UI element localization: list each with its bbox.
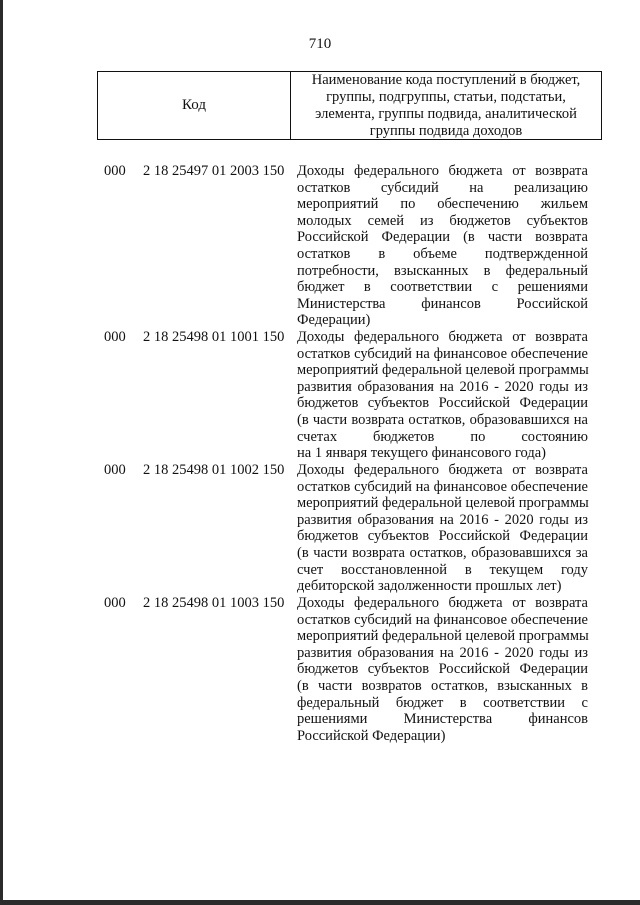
description-line: бюджет в соответствии с решениями <box>297 279 588 296</box>
description-line: (в части возврата остатков, образовавшихся на <box>297 411 588 428</box>
revenue-description <box>297 595 588 744</box>
description-line: Министерства финансов Российской <box>297 295 588 312</box>
description-line: (в части возвратов остатков, взысканных в <box>297 677 588 694</box>
description-line: на 1 января текущего финансового года) <box>297 445 546 462</box>
description-line: мероприятий федеральной целевой программы <box>297 628 589 645</box>
revenue-code: 2 18 25498 01 1001 150 <box>143 329 285 345</box>
description-line: мероприятий федеральной целевой программы <box>297 495 589 512</box>
description-line: развития образования на 2016 - 2020 годы из <box>297 511 588 528</box>
revenue-code: 2 18 25498 01 1002 150 <box>143 462 285 478</box>
description-line: остатков субсидий на реализацию <box>297 179 588 196</box>
description-line: молодых семей из бюджетов субъектов <box>297 212 588 229</box>
description-line: решениями Министерства финансов <box>297 711 588 728</box>
description-line: бюджетов субъектов Российской Федерации <box>297 395 588 412</box>
page-left-edge <box>0 0 3 905</box>
description-line: Доходы федерального бюджета от возврата <box>297 595 588 611</box>
description-line: остатков субсидий на финансовое обеспечение <box>297 611 588 628</box>
description-line: (в части возврата остатков, образовавшихся за <box>297 544 588 561</box>
revenue-code: 2 18 25497 01 2003 150 <box>143 163 285 179</box>
revenue-description <box>297 163 588 329</box>
description-line: развития образования на 2016 - 2020 годы из <box>297 378 588 395</box>
description-line: счетах бюджетов по состоянию <box>297 428 588 445</box>
description-line: бюджетов субъектов Российской Федерации <box>297 661 588 678</box>
page-bottom-edge <box>0 900 640 905</box>
header-code-cell: Код <box>98 72 291 139</box>
description-line: Доходы федерального бюджета от возврата <box>297 329 588 345</box>
description-line: бюджетов субъектов Российской Федерации <box>297 528 588 545</box>
description-line: остатков субсидий на финансовое обеспечение <box>297 478 588 495</box>
header-name-cell: Наименование кода поступлений в бюджет, группы, подгруппы, статьи, подстатьи, элемента, группы подвида, аналитической группы подвида доходов <box>311 71 581 139</box>
revenue-description <box>297 462 588 595</box>
description-line: потребности, взысканных в федеральный <box>297 262 588 279</box>
table-header <box>97 71 602 140</box>
admin-code: 000 <box>104 163 126 179</box>
description-line: счет восстановленной в текущем году <box>297 561 588 578</box>
description-line: Российской Федерации (в части возврата <box>297 229 588 246</box>
description-line: Доходы федерального бюджета от возврата <box>297 163 588 179</box>
description-line: мероприятий федеральной целевой программы <box>297 362 589 379</box>
description-line: дебиторской задолженности прошлых лет) <box>297 578 562 595</box>
description-line: мероприятий по обеспечению жильем <box>297 196 588 213</box>
description-line: федеральный бюджет в соответствии с <box>297 694 588 711</box>
description-line: Доходы федерального бюджета от возврата <box>297 462 588 478</box>
admin-code: 000 <box>104 329 126 345</box>
description-line: Российской Федерации) <box>297 727 446 744</box>
page-number: 710 <box>308 36 332 52</box>
description-line: развития образования на 2016 - 2020 годы из <box>297 644 588 661</box>
description-line: остатков в объеме подтвержденной <box>297 245 588 262</box>
description-line: остатков субсидий на финансовое обеспечение <box>297 345 588 362</box>
revenue-code: 2 18 25498 01 1003 150 <box>143 595 285 611</box>
description-line: Федерации) <box>297 312 371 329</box>
revenue-description <box>297 329 588 462</box>
admin-code: 000 <box>104 595 126 611</box>
admin-code: 000 <box>104 462 126 478</box>
